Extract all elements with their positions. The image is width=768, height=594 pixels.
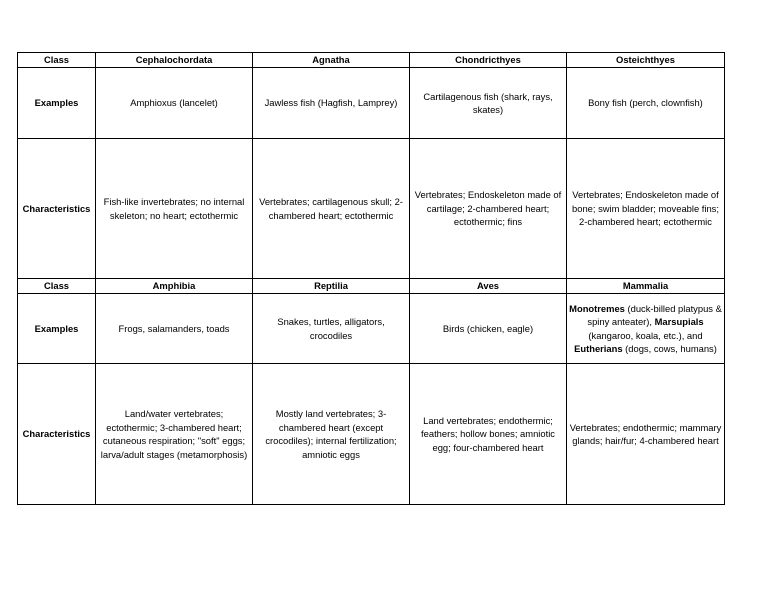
class-label: Class — [18, 279, 96, 294]
class-header-osteichthyes: Osteichthyes — [567, 53, 725, 68]
examples-cell: Amphioxus (lancelet) — [96, 68, 253, 139]
characteristics-cell: Vertebrates; endothermic; mammary glands; hair/fur; 4-chambered heart — [567, 364, 725, 505]
examples-cell: Snakes, turtles, alligators, crocodiles — [253, 294, 410, 364]
monotremes-term: Monotremes — [569, 302, 625, 314]
marsupials-term: Marsupials — [654, 316, 704, 327]
characteristics-cell: Mostly land vertebrates; 3-chambered heart (except crocodiles); internal fertilization; amniotic eggs — [253, 364, 410, 505]
class-header-agnatha: Agnatha — [253, 53, 410, 68]
class-header-row-2 — [18, 279, 725, 294]
characteristics-cell: Vertebrates; Endoskeleton made of bone; swim bladder; moveable fins; 2-chambered heart; ectothermic — [567, 139, 725, 279]
characteristics-row-1 — [18, 139, 725, 279]
examples-cell: Frogs, salamanders, toads — [96, 294, 253, 364]
marsupials-text: (kangaroo, koala, etc.), and — [588, 329, 703, 341]
eutherians-text: (dogs, cows, humans) — [622, 343, 717, 354]
examples-cell: Bony fish (perch, clownfish) — [567, 68, 725, 139]
characteristics-cell: Land/water vertebrates; ectothermic; 3-chambered heart; cutaneous respiration; "soft" eggs; larva/adult stages (metamorphosis) — [96, 364, 253, 505]
class-header-cephalochordata: Cephalochordata — [96, 53, 253, 68]
class-header-row-1 — [18, 53, 725, 68]
examples-row-1 — [18, 68, 725, 139]
eutherians-term: Eutherians — [574, 343, 623, 354]
classification-table — [17, 52, 725, 505]
examples-row-2 — [18, 294, 725, 364]
class-label: Class — [18, 53, 96, 68]
characteristics-label: Characteristics — [18, 139, 96, 279]
class-header-mammalia: Mammalia — [567, 279, 725, 294]
characteristics-label: Characteristics — [18, 364, 96, 505]
characteristics-row-2 — [18, 364, 725, 505]
mammalia-examples-cell — [567, 294, 725, 364]
class-header-amphibia: Amphibia — [96, 279, 253, 294]
characteristics-cell: Fish-like invertebrates; no internal skeleton; no heart; ectothermic — [96, 139, 253, 279]
class-header-reptilia: Reptilia — [253, 279, 410, 294]
examples-cell: Cartilagenous fish (shark, rays, skates) — [410, 68, 567, 139]
examples-label: Examples — [18, 68, 96, 139]
characteristics-cell: Vertebrates; cartilagenous skull; 2-chambered heart; ectothermic — [253, 139, 410, 279]
examples-cell: Jawless fish (Hagfish, Lamprey) — [253, 68, 410, 139]
class-header-aves: Aves — [410, 279, 567, 294]
characteristics-cell: Vertebrates; Endoskeleton made of cartilage; 2-chambered heart; ectothermic; fins — [410, 139, 567, 279]
examples-label: Examples — [18, 294, 96, 364]
characteristics-cell: Land vertebrates; endothermic; feathers; hollow bones; amniotic egg; four-chambered heart — [410, 364, 567, 505]
monotremes-text: (duck-billed platypus & spiny anteater), — [587, 302, 722, 327]
class-header-chondricthyes: Chondricthyes — [410, 53, 567, 68]
examples-cell: Birds (chicken, eagle) — [410, 294, 567, 364]
